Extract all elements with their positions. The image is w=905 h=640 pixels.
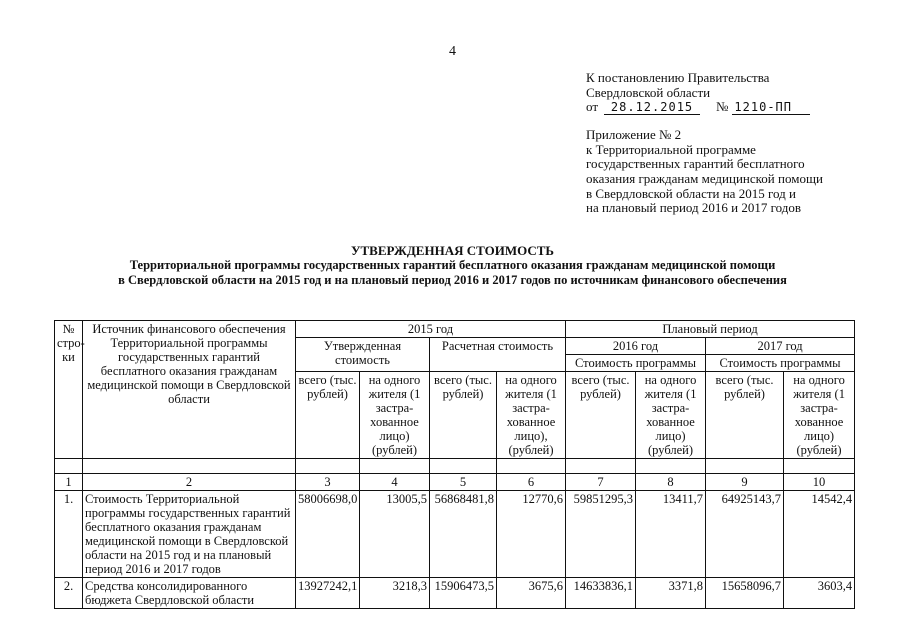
- header-source: Источник финансового обеспечения Территориальной программы государственных гарантий бесплатного оказания гражданам медицинской помощи в Свердловской области: [83, 321, 296, 459]
- decree-date-number: [586, 100, 886, 115]
- number-sign: №: [716, 99, 729, 115]
- header-row-no: № стро-ки: [55, 321, 83, 459]
- header-approved-cost: Утвержденная стоимость: [296, 338, 430, 372]
- appendix-line: государственных гарантий бесплатного: [586, 156, 805, 172]
- appendix-line: к Территориальной программе: [586, 141, 756, 157]
- appendix-block: [586, 128, 886, 216]
- row-value: 3371,8: [636, 578, 706, 609]
- row-value: 14542,4: [784, 491, 855, 578]
- decree-line: Свердловской области: [586, 84, 711, 100]
- column-number-row: [55, 474, 855, 491]
- separator-row: [55, 459, 855, 474]
- header-total: всего (тыс. рублей): [566, 372, 636, 459]
- row-value: 58006698,0: [296, 491, 360, 578]
- column-number: 4: [360, 474, 430, 491]
- page-number: 4: [449, 44, 456, 59]
- header-total: всего (тыс. рублей): [430, 372, 497, 459]
- table-row: [55, 578, 855, 609]
- row-value: 13005,5: [360, 491, 430, 578]
- header-per-capita: на одного жителя (1 застра-хованное лицо) (рублей): [784, 372, 855, 459]
- date-prefix: от: [586, 99, 599, 115]
- header-year-2017: 2017 год: [706, 338, 855, 355]
- column-number: 7: [566, 474, 636, 491]
- row-value: 3675,6: [497, 578, 566, 609]
- table-row: [55, 491, 855, 578]
- row-value: 3603,4: [784, 578, 855, 609]
- column-number: 9: [706, 474, 784, 491]
- row-value: 13927242,1: [296, 578, 360, 609]
- cost-table: [54, 320, 855, 609]
- column-number: 1: [55, 474, 83, 491]
- appendix-line: в Свердловской области на 2015 год и: [586, 185, 796, 201]
- decree-number: 1210-ПП: [732, 101, 810, 115]
- header-per-capita: на одного жителя (1 застра-хованное лицо) (рублей): [636, 372, 706, 459]
- appendix-line: Приложение № 2: [586, 127, 682, 143]
- header-program-cost-2017: Стоимость программы: [706, 355, 855, 372]
- row-number: 2.: [55, 578, 83, 609]
- row-value: 64925143,7: [706, 491, 784, 578]
- header-per-capita: на одного жителя (1 застра-хованное лицо) (рублей): [360, 372, 430, 459]
- document-title: [0, 243, 905, 288]
- column-number: 10: [784, 474, 855, 491]
- header-year-2016: 2016 год: [566, 338, 706, 355]
- row-number: 1.: [55, 491, 83, 578]
- row-value: 15658096,7: [706, 578, 784, 609]
- decree-header: [586, 71, 886, 216]
- column-number: 5: [430, 474, 497, 491]
- appendix-line: оказания гражданам медицинской помощи: [586, 170, 823, 186]
- header-total: всего (тыс. рублей): [296, 372, 360, 459]
- column-number: 2: [83, 474, 296, 491]
- title-subtitle: в Свердловской области на 2015 год и на плановый период 2016 и 2017 годов по источникам финансового обеспечения: [118, 273, 787, 287]
- row-value: 56868481,8: [430, 491, 497, 578]
- decree-line: К постановлению Правительства: [586, 70, 770, 85]
- header-row: [55, 321, 855, 338]
- header-year-2015: 2015 год: [296, 321, 566, 338]
- appendix-line: на плановый период 2016 и 2017 годов: [586, 200, 801, 216]
- header-per-capita: на одного жителя (1 застра-хованное лицо), (рублей): [497, 372, 566, 459]
- column-number: 6: [497, 474, 566, 491]
- row-value: 14633836,1: [566, 578, 636, 609]
- row-source: Стоимость Территориальной программы государственных гарантий бесплатного оказания гражданам медицинской помощи в Свердловской области на 2015 год и на плановый период 2016 и 2017 годов: [83, 491, 296, 578]
- row-value: 12770,6: [497, 491, 566, 578]
- header-program-cost-2016: Стоимость программы: [566, 355, 706, 372]
- header-calculated-cost: Расчетная стоимость: [430, 338, 566, 372]
- title-subtitle: Территориальной программы государственных гарантий бесплатного оказания гражданам медицинской помощи: [129, 258, 776, 272]
- row-value: 13411,7: [636, 491, 706, 578]
- title-main: УТВЕРЖДЕННАЯ СТОИМОСТЬ: [350, 243, 555, 258]
- column-number: 3: [296, 474, 360, 491]
- row-value: 15906473,5: [430, 578, 497, 609]
- column-number: 8: [636, 474, 706, 491]
- row-source: Средства консолидированного бюджета Свердловской области: [83, 578, 296, 609]
- row-value: 3218,3: [360, 578, 430, 609]
- header-total: всего (тыс. рублей): [706, 372, 784, 459]
- header-planned-period: Плановый период: [566, 321, 855, 338]
- row-value: 59851295,3: [566, 491, 636, 578]
- decree-date: 28.12.2015: [604, 101, 700, 115]
